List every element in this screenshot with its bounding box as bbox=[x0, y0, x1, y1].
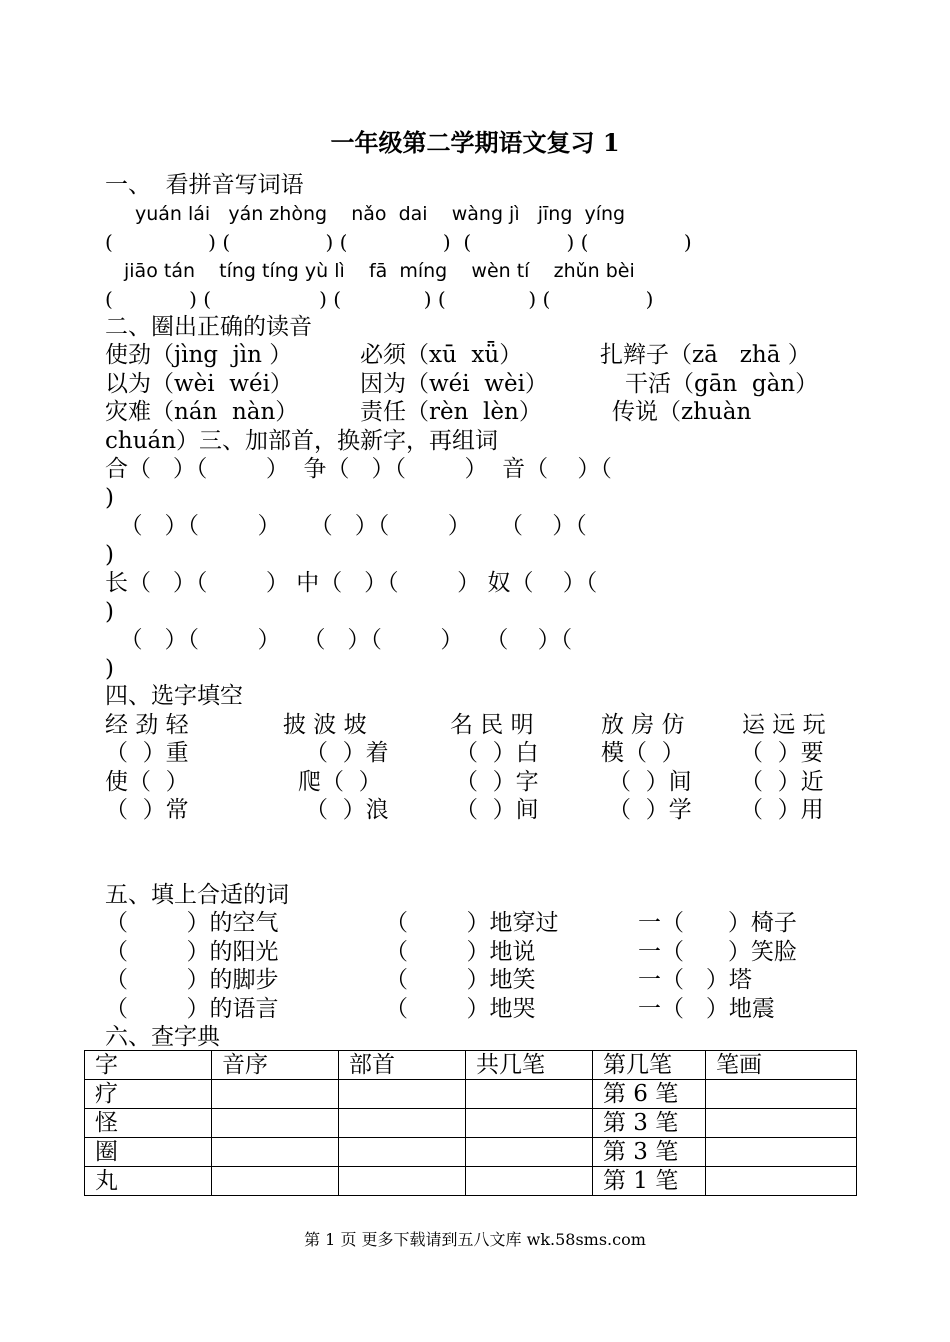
section-1-heading: 一、 看拼音写词语 bbox=[105, 172, 304, 198]
table-row bbox=[85, 1138, 857, 1167]
phrase-fill[interactable]: 一（ ）椅子 bbox=[638, 910, 797, 936]
phrase-fill[interactable]: 一（ ）地震 bbox=[638, 996, 775, 1022]
table-header: 共几笔 bbox=[466, 1051, 593, 1080]
radical-row-4[interactable]: （ ）（ ） （ ）（ ） （ ）（ bbox=[105, 627, 573, 653]
table-row bbox=[85, 1080, 857, 1109]
reading-item[interactable]: 传说（zhuàn bbox=[612, 399, 752, 425]
fill-item[interactable]: （ ）字 bbox=[455, 769, 539, 795]
pinyin-row-2: jiāo tán tíng tíng yù lì fā míng wèn tí zhǔn bèi bbox=[124, 260, 635, 282]
table-cell-blank[interactable] bbox=[339, 1109, 466, 1138]
choice-group: 披 波 坡 bbox=[283, 712, 367, 738]
fill-item[interactable]: （ ）近 bbox=[740, 769, 824, 795]
table-cell-blank[interactable] bbox=[706, 1080, 857, 1109]
section-2-heading: 二、圈出正确的读音 bbox=[105, 314, 312, 340]
section-4-heading: 四、选字填空 bbox=[105, 683, 243, 709]
fill-item[interactable]: （ ）浪 bbox=[305, 797, 389, 823]
table-cell-blank[interactable] bbox=[212, 1138, 339, 1167]
choice-group: 经 劲 轻 bbox=[105, 712, 189, 738]
reading-item-wrap-and-section-3-heading: chuán）三、加部首，换新字，再组词 bbox=[105, 428, 499, 454]
radical-row-close: ) bbox=[105, 542, 114, 568]
reading-item[interactable]: 责任（rèn lèn） bbox=[360, 399, 542, 425]
table-header: 字 bbox=[85, 1051, 212, 1080]
table-cell-stroke-index: 第 3 笔 bbox=[593, 1138, 706, 1167]
fill-item[interactable]: （ ）间 bbox=[455, 797, 539, 823]
phrase-fill[interactable]: （ ）地说 bbox=[385, 939, 536, 965]
radical-row-3[interactable]: 长（ ）（ ） 中（ ）（ ） 奴（ ）（ bbox=[105, 570, 598, 596]
table-row bbox=[85, 1109, 857, 1138]
phrase-fill[interactable]: （ ）的空气 bbox=[105, 910, 279, 936]
fill-item[interactable]: （ ）常 bbox=[105, 797, 189, 823]
fill-item[interactable]: （ ）白 bbox=[455, 740, 539, 766]
table-cell-stroke-index: 第 6 笔 bbox=[593, 1080, 706, 1109]
radical-row-close: ) bbox=[105, 656, 114, 682]
phrase-fill[interactable]: 一（ ）笑脸 bbox=[638, 939, 797, 965]
pinyin-row-1: yuán lái yán zhòng nǎo dai wàng jì jīng yíng bbox=[135, 203, 626, 225]
reading-item[interactable]: 因为（wéi wèi） bbox=[360, 371, 548, 397]
phrase-fill[interactable]: （ ）的阳光 bbox=[105, 939, 279, 965]
table-cell-char: 圈 bbox=[85, 1138, 212, 1167]
choice-group: 运 远 玩 bbox=[742, 712, 826, 738]
fill-item[interactable]: （ ）要 bbox=[740, 740, 824, 766]
reading-item[interactable]: 干活（gān gàn） bbox=[625, 371, 819, 397]
table-row bbox=[85, 1167, 857, 1196]
table-cell-blank[interactable] bbox=[706, 1109, 857, 1138]
table-cell-char: 丸 bbox=[85, 1167, 212, 1196]
section-6-heading: 六、查字典 bbox=[105, 1024, 220, 1050]
radical-row-close: ) bbox=[105, 485, 114, 511]
choice-group: 名 民 明 bbox=[450, 712, 534, 738]
phrase-fill[interactable]: （ ）地穿过 bbox=[385, 910, 559, 936]
radical-row-1[interactable]: 合（ ）（ ） 争（ ）（ ） 音（ ）（ bbox=[105, 456, 612, 482]
table-header-row bbox=[85, 1051, 857, 1080]
page-title: 一年级第二学期语文复习 1 bbox=[330, 128, 620, 157]
table-cell-blank[interactable] bbox=[706, 1138, 857, 1167]
fill-item[interactable]: （ ）重 bbox=[105, 740, 189, 766]
table-cell-char: 疗 bbox=[85, 1080, 212, 1109]
table-cell-blank[interactable] bbox=[466, 1167, 593, 1196]
table-cell-stroke-index: 第 1 笔 bbox=[593, 1167, 706, 1196]
phrase-fill[interactable]: （ ）的脚步 bbox=[105, 967, 279, 993]
table-cell-blank[interactable] bbox=[466, 1138, 593, 1167]
fill-item[interactable]: 爬（ ） bbox=[298, 769, 382, 795]
table-cell-blank[interactable] bbox=[339, 1080, 466, 1109]
dictionary-table bbox=[84, 1050, 857, 1196]
radical-row-2[interactable]: （ ）（ ） （ ）（ ） （ ）（ bbox=[105, 513, 587, 539]
reading-item[interactable]: 灾难（nán nàn） bbox=[105, 399, 299, 425]
fill-item[interactable]: 模（ ） bbox=[601, 740, 685, 766]
table-header: 部首 bbox=[339, 1051, 466, 1080]
answer-blanks-row-1[interactable]: ( ) ( ) ( ) ( ) ( ) bbox=[105, 230, 692, 254]
fill-item[interactable]: （ ）学 bbox=[608, 797, 692, 823]
phrase-fill[interactable]: 一（ ）塔 bbox=[638, 967, 752, 993]
fill-item[interactable]: 使（ ） bbox=[105, 769, 189, 795]
table-cell-blank[interactable] bbox=[466, 1080, 593, 1109]
reading-item[interactable]: 以为（wèi wéi） bbox=[105, 371, 293, 397]
table-cell-blank[interactable] bbox=[339, 1138, 466, 1167]
reading-item[interactable]: 必须（xū xǖ） bbox=[360, 342, 523, 368]
phrase-fill[interactable]: （ ）的语言 bbox=[105, 996, 279, 1022]
radical-row-close: ) bbox=[105, 599, 114, 625]
table-header: 第几笔 bbox=[593, 1051, 706, 1080]
fill-item[interactable]: （ ）着 bbox=[305, 740, 389, 766]
fill-item[interactable]: （ ）用 bbox=[740, 797, 824, 823]
phrase-fill[interactable]: （ ）地笑 bbox=[385, 967, 536, 993]
table-cell-blank[interactable] bbox=[706, 1167, 857, 1196]
table-cell-blank[interactable] bbox=[466, 1109, 593, 1138]
fill-item[interactable]: （ ）间 bbox=[608, 769, 692, 795]
table-header: 笔画 bbox=[706, 1051, 857, 1080]
reading-item[interactable]: 使劲（jìng jìn ） bbox=[105, 342, 293, 368]
table-cell-blank[interactable] bbox=[212, 1109, 339, 1138]
table-cell-blank[interactable] bbox=[212, 1167, 339, 1196]
answer-blanks-row-2[interactable]: ( ) ( ) ( ) ( ) ( ) bbox=[105, 287, 654, 311]
table-cell-blank[interactable] bbox=[339, 1167, 466, 1196]
section-5-heading: 五、填上合适的词 bbox=[105, 882, 289, 908]
page-footer: 第 1 页 更多下载请到五八文库 wk.58sms.com bbox=[304, 1230, 646, 1249]
table-cell-stroke-index: 第 3 笔 bbox=[593, 1109, 706, 1138]
table-header: 音序 bbox=[212, 1051, 339, 1080]
reading-item[interactable]: 扎辫子（zā zhā ） bbox=[600, 342, 811, 368]
choice-group: 放 房 仿 bbox=[601, 712, 685, 738]
phrase-fill[interactable]: （ ）地哭 bbox=[385, 996, 536, 1022]
table-cell-blank[interactable] bbox=[212, 1080, 339, 1109]
table-cell-char: 怪 bbox=[85, 1109, 212, 1138]
